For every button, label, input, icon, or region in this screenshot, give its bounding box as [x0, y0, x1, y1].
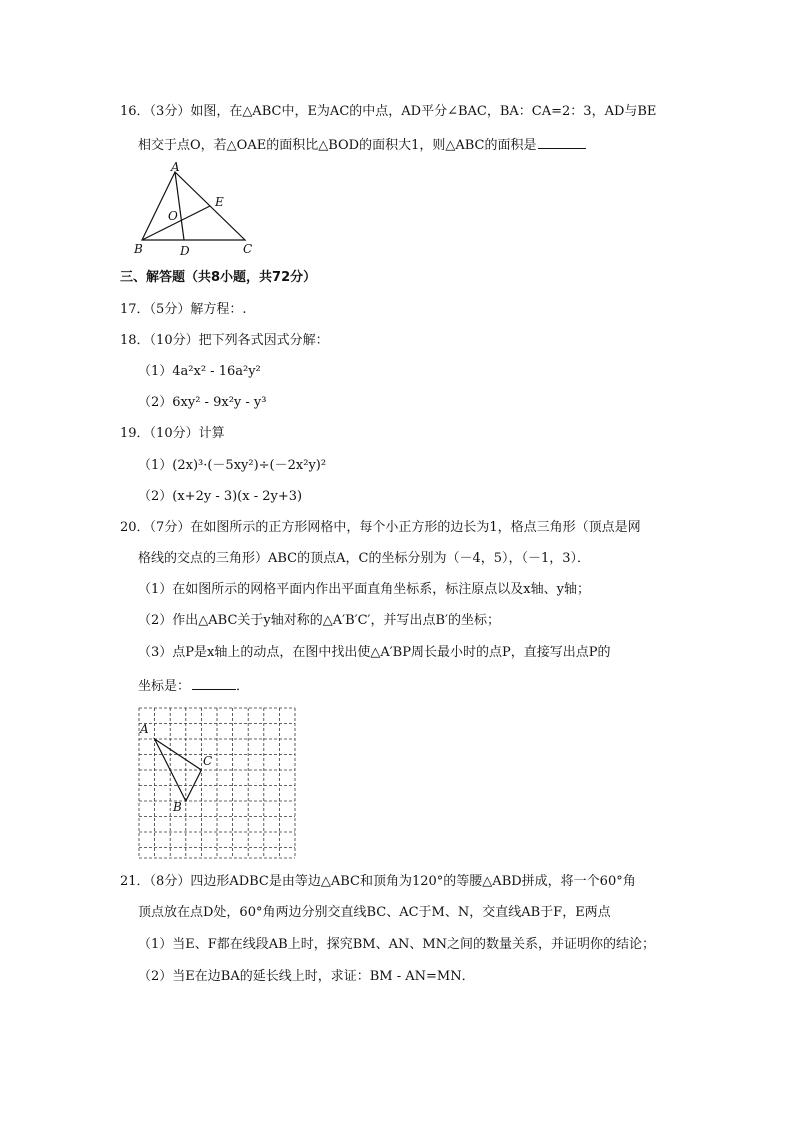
grid-label-b: B [173, 800, 182, 814]
label-a: A [171, 160, 180, 174]
triangle-figure [130, 160, 265, 260]
grid-label-c: C [203, 754, 213, 768]
triangle-abc [142, 172, 245, 240]
answer-blank[interactable] [192, 675, 236, 690]
q21-line1: 21．（8分）四边形ADBC是由等边△ABC和顶角为120°的等腰△ABD拼成，将一个60°角 [120, 874, 636, 889]
q20-part3b-text: 坐标是： [138, 679, 191, 694]
grid-figure [135, 703, 300, 863]
grid-label-a: A [140, 722, 149, 736]
q21-part1: （1）当E、F都在线段AB上时，探究BM、AN、MN之间的数量关系，并证明你的结论； [138, 937, 656, 952]
q20-part1: （1）在如图所示的网格平面内作出平面直角坐标系，标注原点以及x轴、y轴； [138, 582, 590, 597]
q18-part2: （2）6xy² - 9x²y - y³ [138, 395, 267, 410]
q21-line2: 顶点放在点D处，60°角两边分别交直线BC、AC于M、N，交直线AB于F，E两点 [138, 905, 611, 920]
label-o: O [168, 209, 178, 223]
q16-line2-text: 相交于点O，若△OAE的面积比△BOD的面积大1，则△ABC的面积是 [138, 138, 537, 153]
section-title: 三、解答题（共8小题，共72分） [120, 270, 317, 285]
label-c: C [243, 242, 253, 256]
q20-line1: 20．（7分）在如图所示的正方形网格中，每个小正方形的边长为1，格点三角形（顶点是网 [120, 520, 641, 535]
label-d: D [180, 244, 190, 258]
answer-blank[interactable] [538, 134, 586, 149]
q20-part3: （3）点P是x轴上的动点，在图中找出使△A′BP周长最小时的点P，直接写出点P的 [138, 645, 611, 660]
q19-part1: （1）(2x)³·(－5xy²)÷(－2x²y)² [138, 458, 327, 473]
q16-line2 [138, 134, 586, 156]
label-e: E [215, 195, 224, 209]
q16-line1: 16．（3分）如图，在△ABC中，E为AC的中点，AD平分∠BAC，BA：CA=2：3，AD与BE [120, 104, 657, 119]
q20-part2: （2）作出△ABC关于y轴对称的△A′B′C′，并写出点B′的坐标； [138, 613, 500, 628]
q18-part1: （1）4a²x² - 16a²y² [138, 364, 261, 379]
q21-part2: （2）当E在边BA的延长线上时，求证：BM - AN=MN． [138, 969, 475, 984]
q17-text: 17．（5分）解方程：. [120, 302, 247, 317]
q19-part2: （2）(x+2y - 3)(x - 2y+3) [138, 489, 303, 504]
q19-text: 19．（10分）计算 [120, 426, 225, 441]
q20-part3b [138, 675, 249, 697]
label-b: B [134, 242, 143, 256]
q18-text: 18．（10分）把下列各式因式分解： [120, 333, 329, 348]
segment-ad [175, 172, 184, 240]
q20-line2: 格线的交点的三角形）ABC的顶点A，C的坐标分别为（－4，5），（－1，3）． [138, 551, 591, 566]
period: ． [236, 679, 250, 694]
